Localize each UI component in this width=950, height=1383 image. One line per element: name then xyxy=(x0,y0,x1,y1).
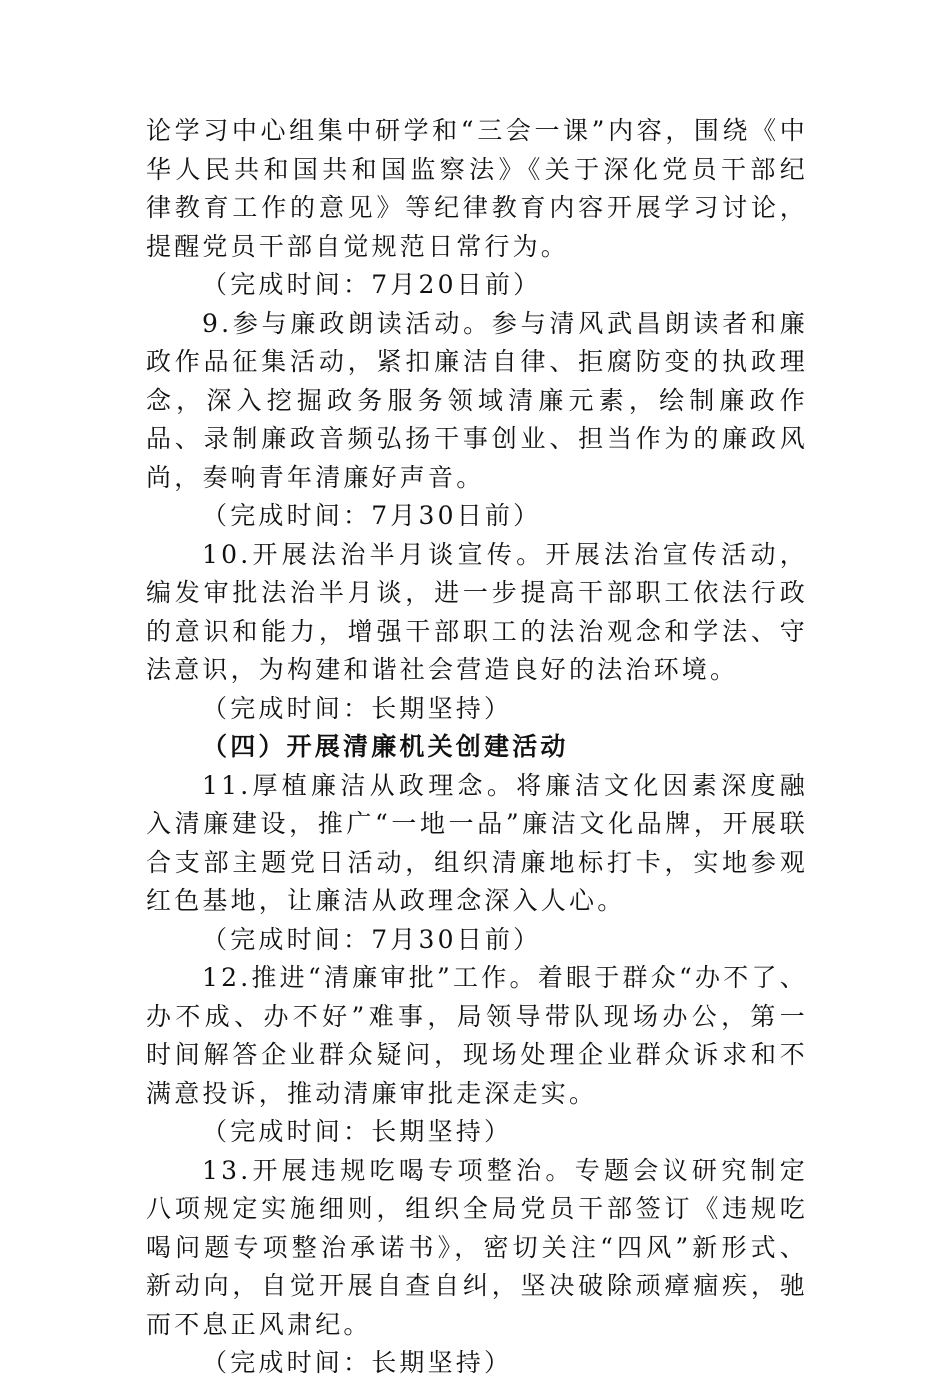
completion-time: （完成时间：长期坚持） xyxy=(202,1348,513,1377)
document-body xyxy=(146,112,808,1383)
completion-time: （完成时间：长期坚持） xyxy=(202,1117,513,1146)
completion-time: （完成时间：7月30日前） xyxy=(202,924,542,954)
completion-time: （完成时间：7月30日前） xyxy=(202,501,542,530)
paragraph-item-10: 10.开展法治半月谈宣传。开展法治宣传活动，编发审批法治半月谈，进一步提高干部职工依法行政的意识和能力，增强干部职工的法治观念和学法、守法意识，为构建和谐社会营造良好的法治环境。 xyxy=(146,539,808,684)
paragraph-item-12: 12.推进“清廉审批”工作。着眼于群众“办不了、办不成、办不好”难事，局领导带队现场办公，第一时间解答企业群众疑问，现场处理企业群众诉求和不满意投诉，推动清廉审批走深走实。 xyxy=(146,963,808,1108)
paragraph-continuation: 论学习中心组集中研学和“三会一课”内容，围绕《中华人民共和国共和国监察法》《关于深化党员干部纪律教育工作的意见》等纪律教育内容开展学习讨论，提醒党员干部自觉规范日常行为。 xyxy=(146,116,808,261)
paragraph-item-13: 13.开展违规吃喝专项整治。专题会议研究制定八项规定实施细则，组织全局党员干部签订《违规吃喝问题专项整治承诺书》，密切关注“四风”新形式、新动向，自觉开展自查自纠，坚决破除顽瘴痼疾，驰而不息正风肃纪。 xyxy=(146,1155,808,1339)
completion-time: （完成时间：长期坚持） xyxy=(202,693,513,723)
paragraph-item-11: 11.厚植廉洁从政理念。将廉洁文化因素深度融入清廉建设，推广“一地一品”廉洁文化品牌，开展联合支部主题党日活动，组织清廉地标打卡，实地参观红色基地，让廉洁从政理念深入人心。 xyxy=(146,770,808,915)
completion-time: （完成时间：7月20日前） xyxy=(202,270,542,299)
paragraph-item-9: 9.参与廉政朗读活动。参与清风武昌朗读者和廉政作品征集活动，紧扣廉洁自律、拒腐防变的执政理念，深入挖掘政务服务领域清廉元素，绘制廉政作品、录制廉政音频弘扬干事创业、担当作为的廉政风尚，奏响青年清廉好声音。 xyxy=(146,308,808,492)
section-heading: （四）开展清廉机关创建活动 xyxy=(202,732,569,761)
